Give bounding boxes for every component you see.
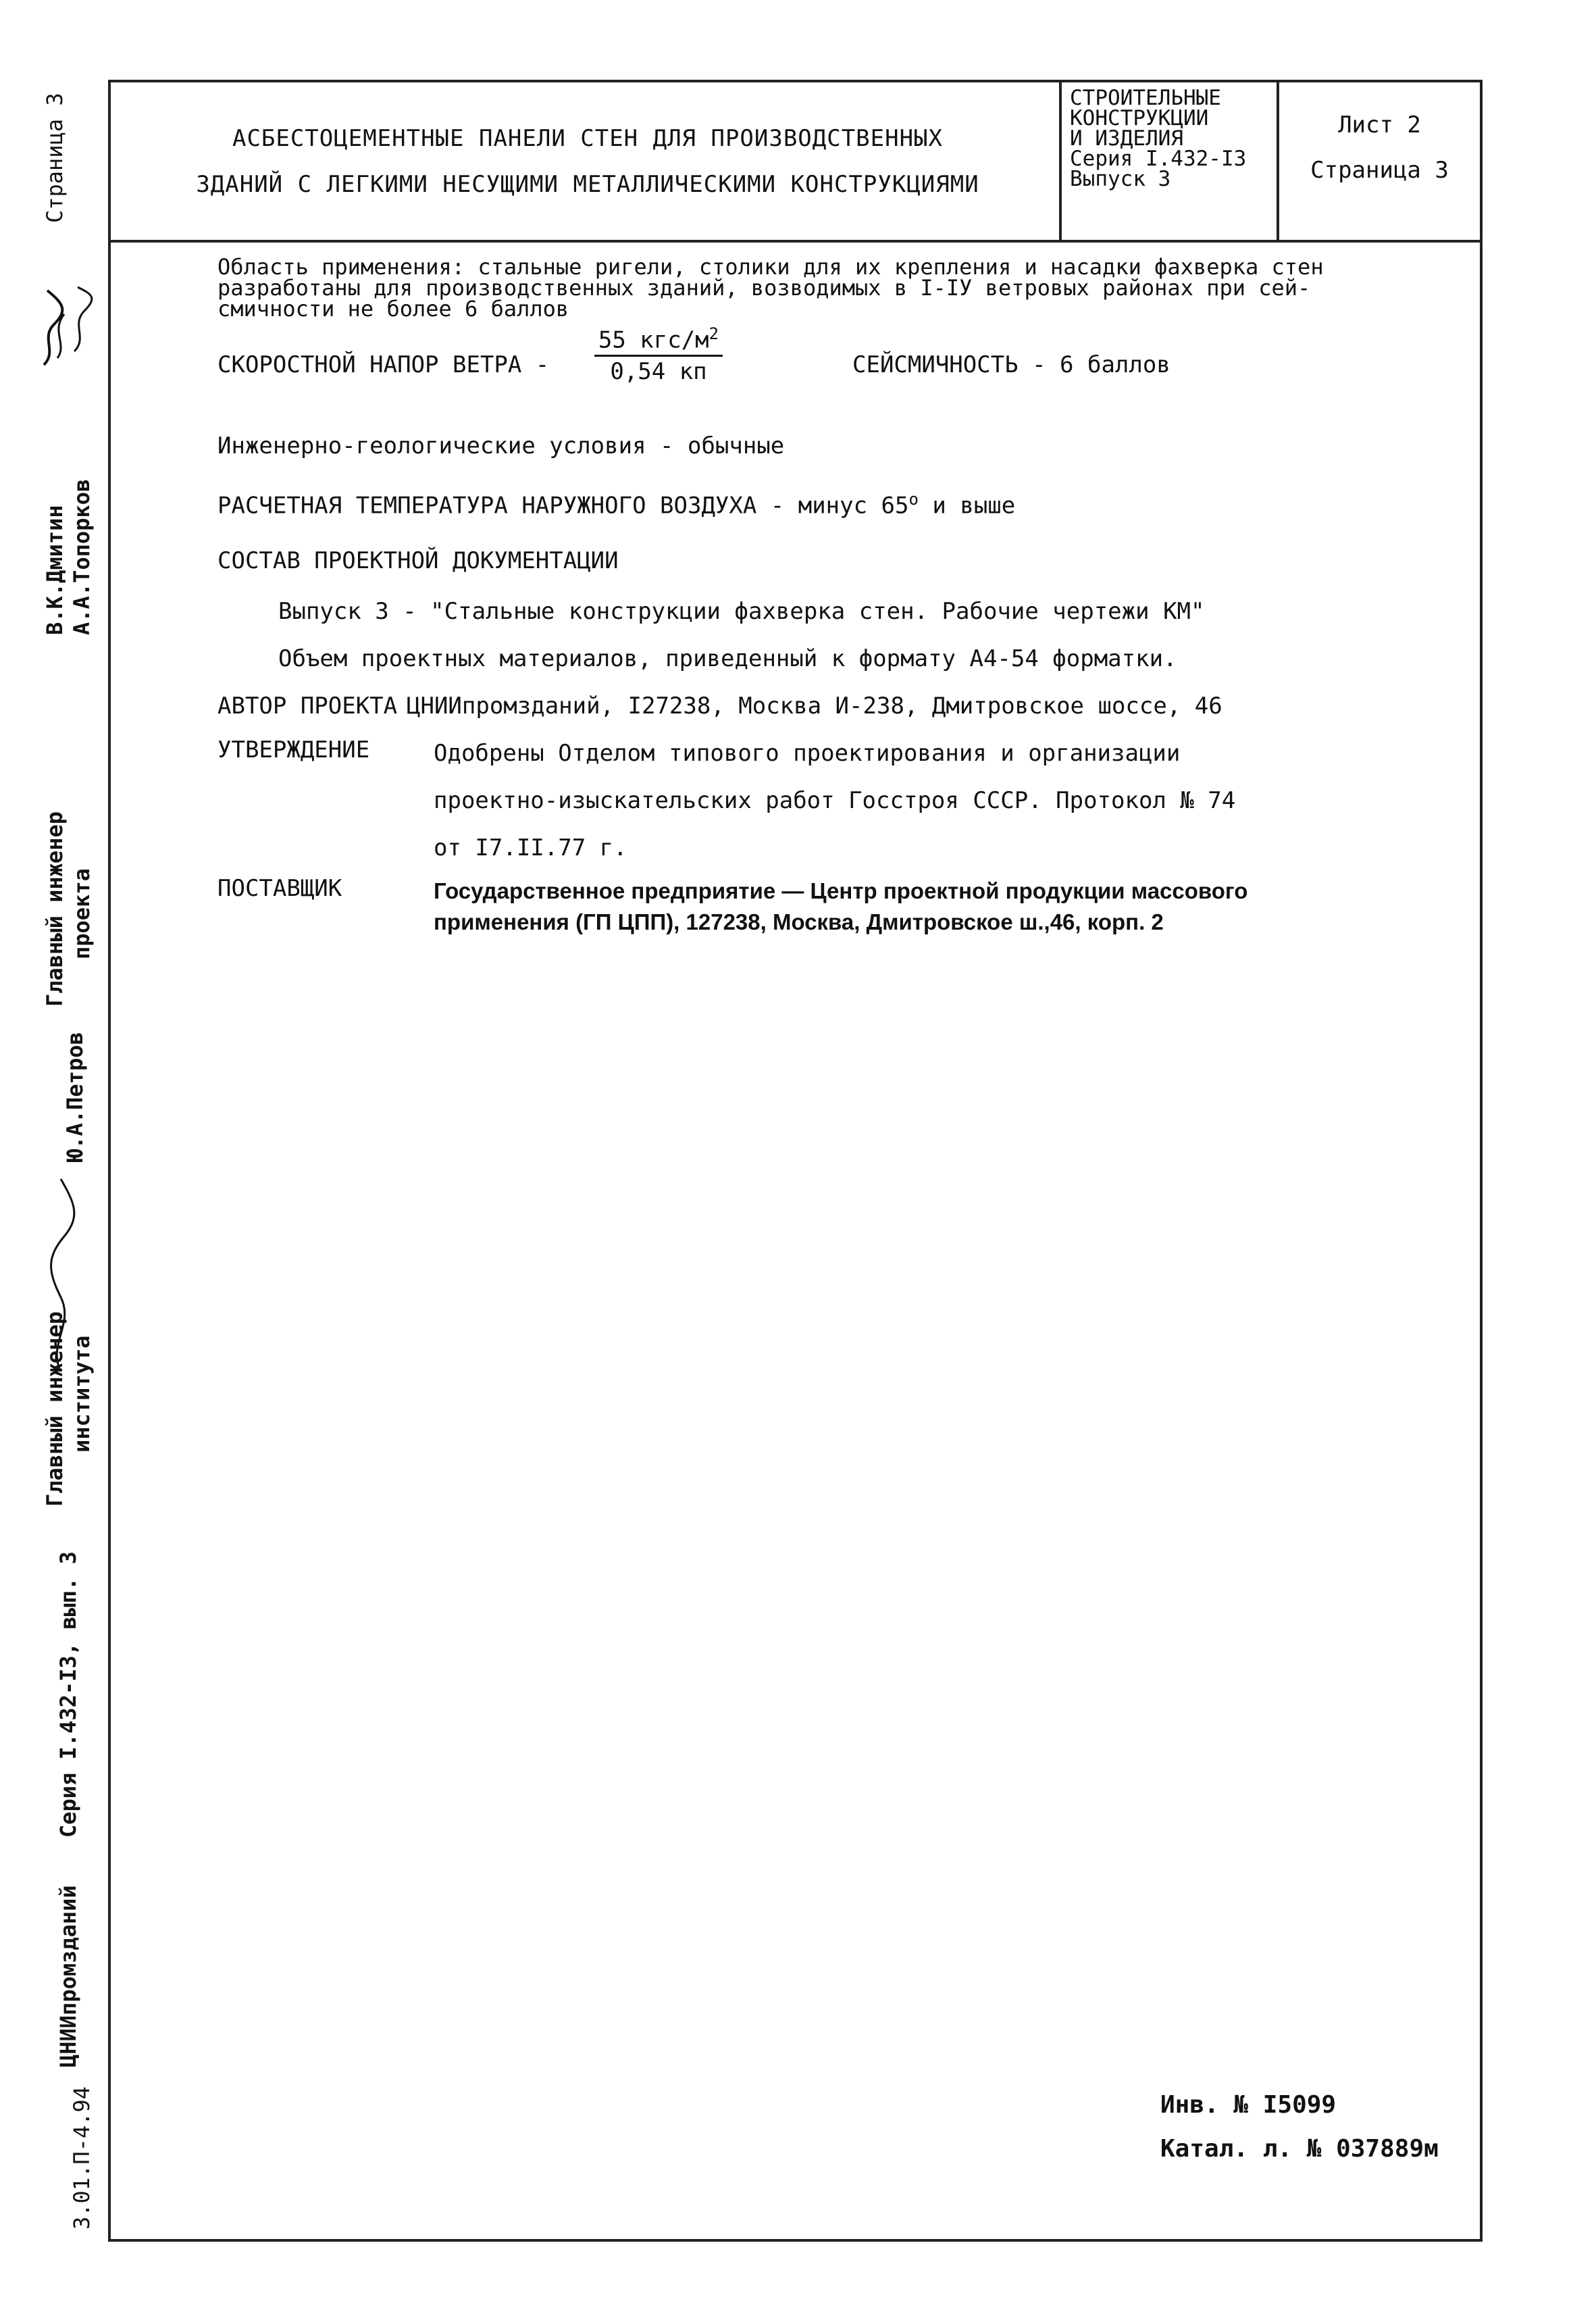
temperature-text: РАСЧЕТНАЯ ТЕМПЕРАТУРА НАРУЖНОГО ВОЗДУХА - минус 65 [217,492,909,520]
approval-label: УТВЕРЖДЕНИЕ [217,736,370,763]
frame-right-border [1480,80,1483,2242]
issue-number: Выпуск 3 [1070,167,1171,191]
supplier-line1: Государственное предприятие — Центр проектной продукции массового [434,878,1248,903]
category-line3: И ИЗДЕЛИЯ [1070,126,1183,151]
wind-pressure-denominator: 0,54 кп [610,358,707,386]
title-block-separator-1 [1059,80,1062,242]
document-title-line1: АСБЕСТОЦЕМЕНТНЫЕ ПАНЕЛИ СТЕН ДЛЯ ПРОИЗВОДСТВЕННЫХ [232,125,944,152]
design-temperature [217,490,1015,519]
margin-chief-inst-line1: Главный инженер [42,1311,68,1507]
margin-chief-inst-line2: института [69,1335,95,1453]
scope-line3: смичности не более 6 баллов [217,296,569,322]
margin-organization: ЦНИИпромзданий [55,1885,81,2067]
approval-line2: проектно-изыскательских работ Госстроя СССР. Протокол № 74 [434,787,1236,814]
approval-line3: от I7.II.77 г. [434,834,627,861]
margin-petrov: Ю.А.Петров [62,1032,88,1162]
author-label: АВТОР ПРОЕКТА [217,693,398,720]
sheet-number: Лист 2 [1338,111,1421,139]
frame-left-border [108,80,111,2242]
frame-bottom-border [108,2239,1483,2242]
signature-dmitin [37,284,71,374]
page-number: Страница 3 [1310,157,1449,184]
signature-scribble-1 [37,284,71,372]
seismicity: СЕЙСМИЧНОСТЬ - 6 баллов [852,351,1170,378]
author-value: ЦНИИпромзданий, I27238, Москва И-238, Дмитровское шоссе, 46 [407,693,1222,720]
margin-series-ref: Серия I.432-I3, вып. 3 [55,1551,81,1838]
margin-signer-dmitin: В.К.Дмитин [42,505,68,635]
catalog-number: Катал. л. № 037889м [1160,2135,1439,2163]
composition-item: Выпуск 3 - "Стальные конструкции фахверка стен. Рабочие чертежи КМ" [278,598,1205,625]
margin-chief-project-line2: проекта [69,868,95,959]
title-block-series-cell [1070,88,1272,189]
scope-line1: Область применения: стальные ригели, столики для их крепления и насадки фахверка стен [217,254,1324,280]
scope-line2: разработаны для производственных зданий, возводимых в I-IУ ветровых районах при сей- [217,275,1311,301]
document-title-line2: ЗДАНИЙ С ЛЕГКИМИ НЕСУЩИМИ МЕТАЛЛИЧЕСКИМИ КОНСТРУКЦИЯМИ [196,171,979,198]
scope-paragraph [217,254,1324,322]
volume-note: Объем проектных материалов, приведенный к формату А4-54 форматки. [278,645,1177,672]
wind-numerator-sup: 2 [709,324,719,343]
title-block-separator-2 [1277,80,1279,242]
wind-pressure-numerator [594,324,723,357]
geology-conditions: Инженерно-геологические условия - обычные [217,432,785,459]
wind-pressure-label: СКОРОСТНОЙ НАПОР ВЕТРА - [217,351,550,378]
supplier-line2: применения (ГП ЦПП), 127238, Москва, Дмитровское ш.,46, корп. 2 [434,909,1164,934]
degree-mark: о [908,490,919,509]
category-line1: СТРОИТЕЛЬНЫЕ [1070,86,1221,110]
category-line2: КОНСТРУКЦИИ [1070,106,1209,130]
wind-numerator-text: 55 кгс/м [598,326,709,354]
composition-title: СОСТАВ ПРОЕКТНОЙ ДОКУМЕНТАЦИИ [217,547,619,574]
signature-scribble-2 [68,284,95,358]
margin-page-ref: Страница 3 [42,93,68,223]
wind-pressure-fraction [594,324,723,385]
approval-line1: Одобрены Отделом типового проектирования и организации [434,740,1181,767]
supplier-label: ПОСТАВЩИК [217,875,342,902]
margin-document-code: 3.01.П-4.94 [69,2086,95,2230]
margin-signer-toporkov: А.А.Топорков [69,478,95,635]
margin-chief-project-line1: Главный инженер [42,811,68,1007]
series-number: Серия I.432-I3 [1070,147,1247,171]
temperature-suffix: и выше [918,492,1016,520]
signature-toporkov [68,284,95,361]
inventory-number: Инв. № I5099 [1160,2091,1337,2119]
